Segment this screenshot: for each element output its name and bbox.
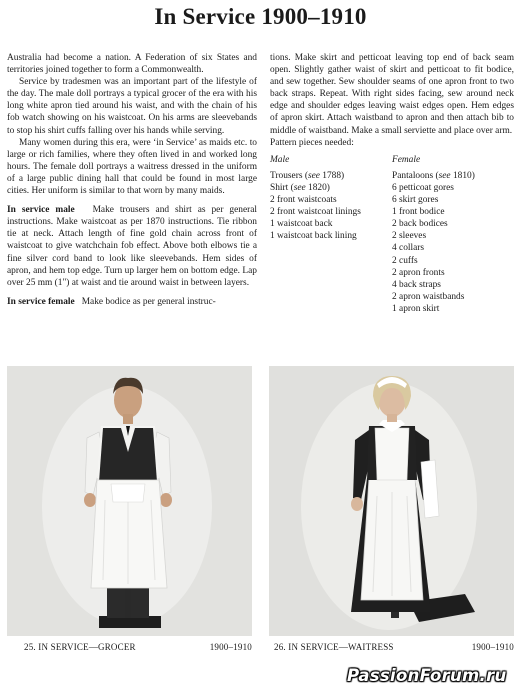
list-item: 2 sleeves <box>392 231 427 242</box>
list-item: Pantaloons (see 1810) <box>392 170 475 181</box>
list-item: 1 waistcoat back <box>270 219 333 230</box>
list-item: 2 back bodices <box>392 219 448 230</box>
list-item: 2 front waistcoat linings <box>270 207 361 218</box>
grocer-doll-illustration <box>7 366 252 636</box>
list-item: 6 skirt gores <box>392 195 439 206</box>
male-heading: In service male <box>7 205 75 216</box>
intro-paragraph: Australia had become a nation. A Federation of six States and territories joined together to form a Commonwealth. <box>7 53 257 76</box>
page-title: In Service 1900–1910 <box>154 4 367 29</box>
female-text: Make bodice as per general instruc- <box>81 296 216 307</box>
grocer-doll-photo <box>7 366 252 636</box>
list-item: 1 front bodice <box>392 207 445 218</box>
female-list-header: Female <box>392 154 421 165</box>
continued-paragraph: tions. Make skirt and petticoat leaving top end of back seam open. Slightly gather waist of skirt and petticoat to fit bodice, and sew together. Sew shoulder seams of one apron front to two back straps. Repeat. With right sides facing, sew around neck edge and shoulder edges leaving waist edges open. Hem edges of apron skirt. Attach waistband to apron and then attach bib to middle of waistband. Make a small serviette and place over arm. <box>270 53 514 136</box>
list-item: 4 collars <box>392 243 425 254</box>
pattern-title: Pattern pieces needed: <box>270 137 354 148</box>
male-instructions <box>7 204 257 289</box>
caption-label: 26. IN SERVICE—WAITRESS <box>274 642 394 652</box>
caption-date: 1900–1910 <box>471 642 514 652</box>
female-heading: In service female <box>7 296 75 307</box>
list-item: Shirt (see 1820) <box>270 182 330 193</box>
left-text-column <box>7 52 257 308</box>
male-text: Make trousers and shirt as per general instructions. Make waistcoat as per 1870 instructions. Tie ribbon tie at neck. Attach length of fine gold chain across front of waistcoat to give watchchain fob effect. Above both elbows tie a fine silver cord band to look like sleevebands. Hem sides of apron, and hem top edge. Turn up larger hem on bottom edge. Lap over 25 mm (1") at waist and tie around waist in between layers. <box>7 205 257 288</box>
right-text-column <box>270 52 514 315</box>
list-item: 2 apron waistbands <box>392 291 465 302</box>
female-instructions <box>7 296 257 308</box>
list-item: 6 petticoat gores <box>392 182 454 193</box>
site-watermark: PassionForum.ru <box>347 666 507 685</box>
male-pattern-list <box>270 154 392 315</box>
grocer-caption <box>24 642 252 652</box>
caption-label: 25. IN SERVICE—GROCER <box>24 642 136 652</box>
list-item: 1 apron skirt <box>392 303 440 314</box>
waitress-caption <box>274 642 514 652</box>
waitress-doll-photo <box>269 366 514 636</box>
list-item: 2 cuffs <box>392 255 418 266</box>
male-list-header: Male <box>270 154 290 165</box>
list-item: 4 back straps <box>392 279 441 290</box>
list-item: 1 waistcoat back lining <box>270 231 357 242</box>
waitress-doll-illustration <box>269 366 514 636</box>
female-pattern-list <box>392 154 514 315</box>
caption-date: 1900–1910 <box>209 642 252 652</box>
grocer-paragraph: Service by tradesmen was an important part of the lifestyle of the day. The male doll portrays a typical grocer of the era with his long white apron tied around his waist, and with the chain of his fob watch showing on his waistcoat. On his arms are sleevebands to stop his shirt cuffs falling over his hands while serving. <box>7 77 257 136</box>
list-item: Trousers (see 1788) <box>270 170 345 181</box>
list-item: 2 front waistcoats <box>270 195 337 206</box>
maid-paragraph: Many women during this era, were ‘in Service’ as maids etc. to large or rich families, where they often lived in and worked long hours. The female doll portrays a waitress dressed in the uniform of a large public dining hall that could be found in most large cities. Her uniform is similar to that worn by many maids. <box>7 137 257 197</box>
list-item: 2 apron fronts <box>392 267 445 278</box>
pattern-pieces <box>270 154 514 315</box>
